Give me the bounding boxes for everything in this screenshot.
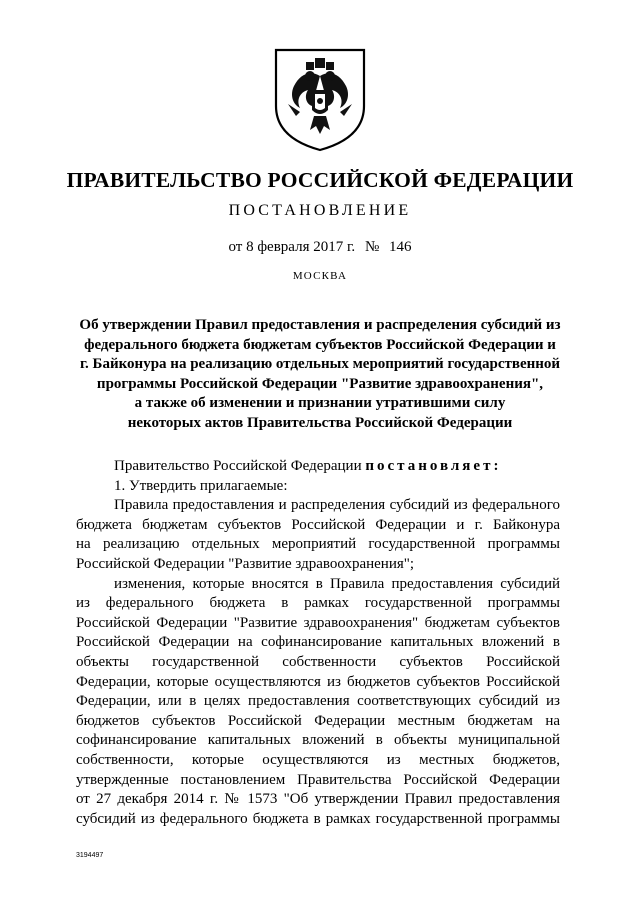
para1-line: на реализацию отдельных мероприятий государственной программы bbox=[76, 536, 560, 553]
para2-line: Федерации, которые осуществляются из бюджетов субъектов Российской bbox=[76, 673, 560, 690]
intro-verb: постановляет: bbox=[365, 458, 502, 474]
intro-paragraph bbox=[76, 457, 560, 477]
footer-code: 3194497 bbox=[76, 852, 104, 859]
government-title: ПРАВИТЕЛЬСТВО РОССИЙСКОЙ ФЕДЕРАЦИИ bbox=[66, 168, 574, 192]
para1-line: Правила предоставления и распределения субсидий из федерального bbox=[114, 497, 560, 514]
state-emblem-icon bbox=[270, 46, 370, 152]
subject-line: некоторых актов Правительства Российской Федерации bbox=[127, 414, 513, 431]
para2-line: собственности, которые осуществляются из местных бюджетов, bbox=[76, 751, 560, 768]
intro-text: Правительство Российской Федерации bbox=[114, 458, 362, 474]
item-1: 1. Утвердить прилагаемые: bbox=[114, 477, 288, 494]
document-body bbox=[76, 457, 560, 829]
subject-line: программы Российской Федерации "Развитие здравоохранения", bbox=[96, 375, 544, 392]
para2-line: из федерального бюджета в рамках государственной программы bbox=[76, 595, 560, 612]
para2-line: от 27 декабря 2014 г. № 1573 "Об утверждении Правил предоставления bbox=[76, 791, 560, 808]
para2-line: софинансирование капитальных вложений в объекты муниципальной bbox=[76, 732, 560, 749]
document-number: 146 bbox=[389, 239, 412, 255]
document-type: ПОСТАНОВЛЕНИЕ bbox=[228, 202, 412, 219]
document-date: от 8 февраля 2017 г. bbox=[228, 239, 356, 255]
subject-line: г. Байконура на реализацию отдельных мероприятий государственной bbox=[79, 356, 561, 372]
para2-line: бюджетов субъектов Российской Федерации местным бюджетам на bbox=[76, 712, 560, 729]
para2-line: Российской Федерации "Развитие здравоохранения" бюджетам субъектов bbox=[76, 614, 560, 631]
subject-line: федерального бюджета бюджетам субъектов Российской Федерации и bbox=[84, 336, 556, 353]
para1-line: бюджета бюджетам субъектов Российской Федерации и г. Байконура bbox=[76, 516, 560, 533]
city: МОСКВА bbox=[292, 270, 348, 282]
para2-line: объекты государственной собственности субъектов Российской bbox=[76, 653, 560, 670]
para2-line: Федерации, или в целях предоставления соответствующих субсидий из bbox=[76, 693, 560, 710]
para2-line: утвержденные постановлением Правительства Российской Федерации bbox=[76, 771, 560, 788]
number-sign: № bbox=[364, 239, 380, 255]
date-number-line bbox=[60, 239, 580, 256]
para1-line: Российской Федерации "Развитие здравоохранения"; bbox=[76, 555, 415, 572]
subject-line: Об утверждении Правил предоставления и распределения субсидий из bbox=[79, 317, 561, 333]
para2-line: Российской Федерации на софинансирование капитальных вложений в bbox=[76, 634, 560, 651]
para2-line: субсидий из федерального бюджета в рамках государственной программы bbox=[76, 810, 560, 827]
subject-line: а также об изменении и признании утратившими силу bbox=[134, 395, 506, 411]
para2-line: изменения, которые вносятся в Правила предоставления субсидий bbox=[114, 575, 560, 592]
document-subject bbox=[50, 316, 590, 433]
